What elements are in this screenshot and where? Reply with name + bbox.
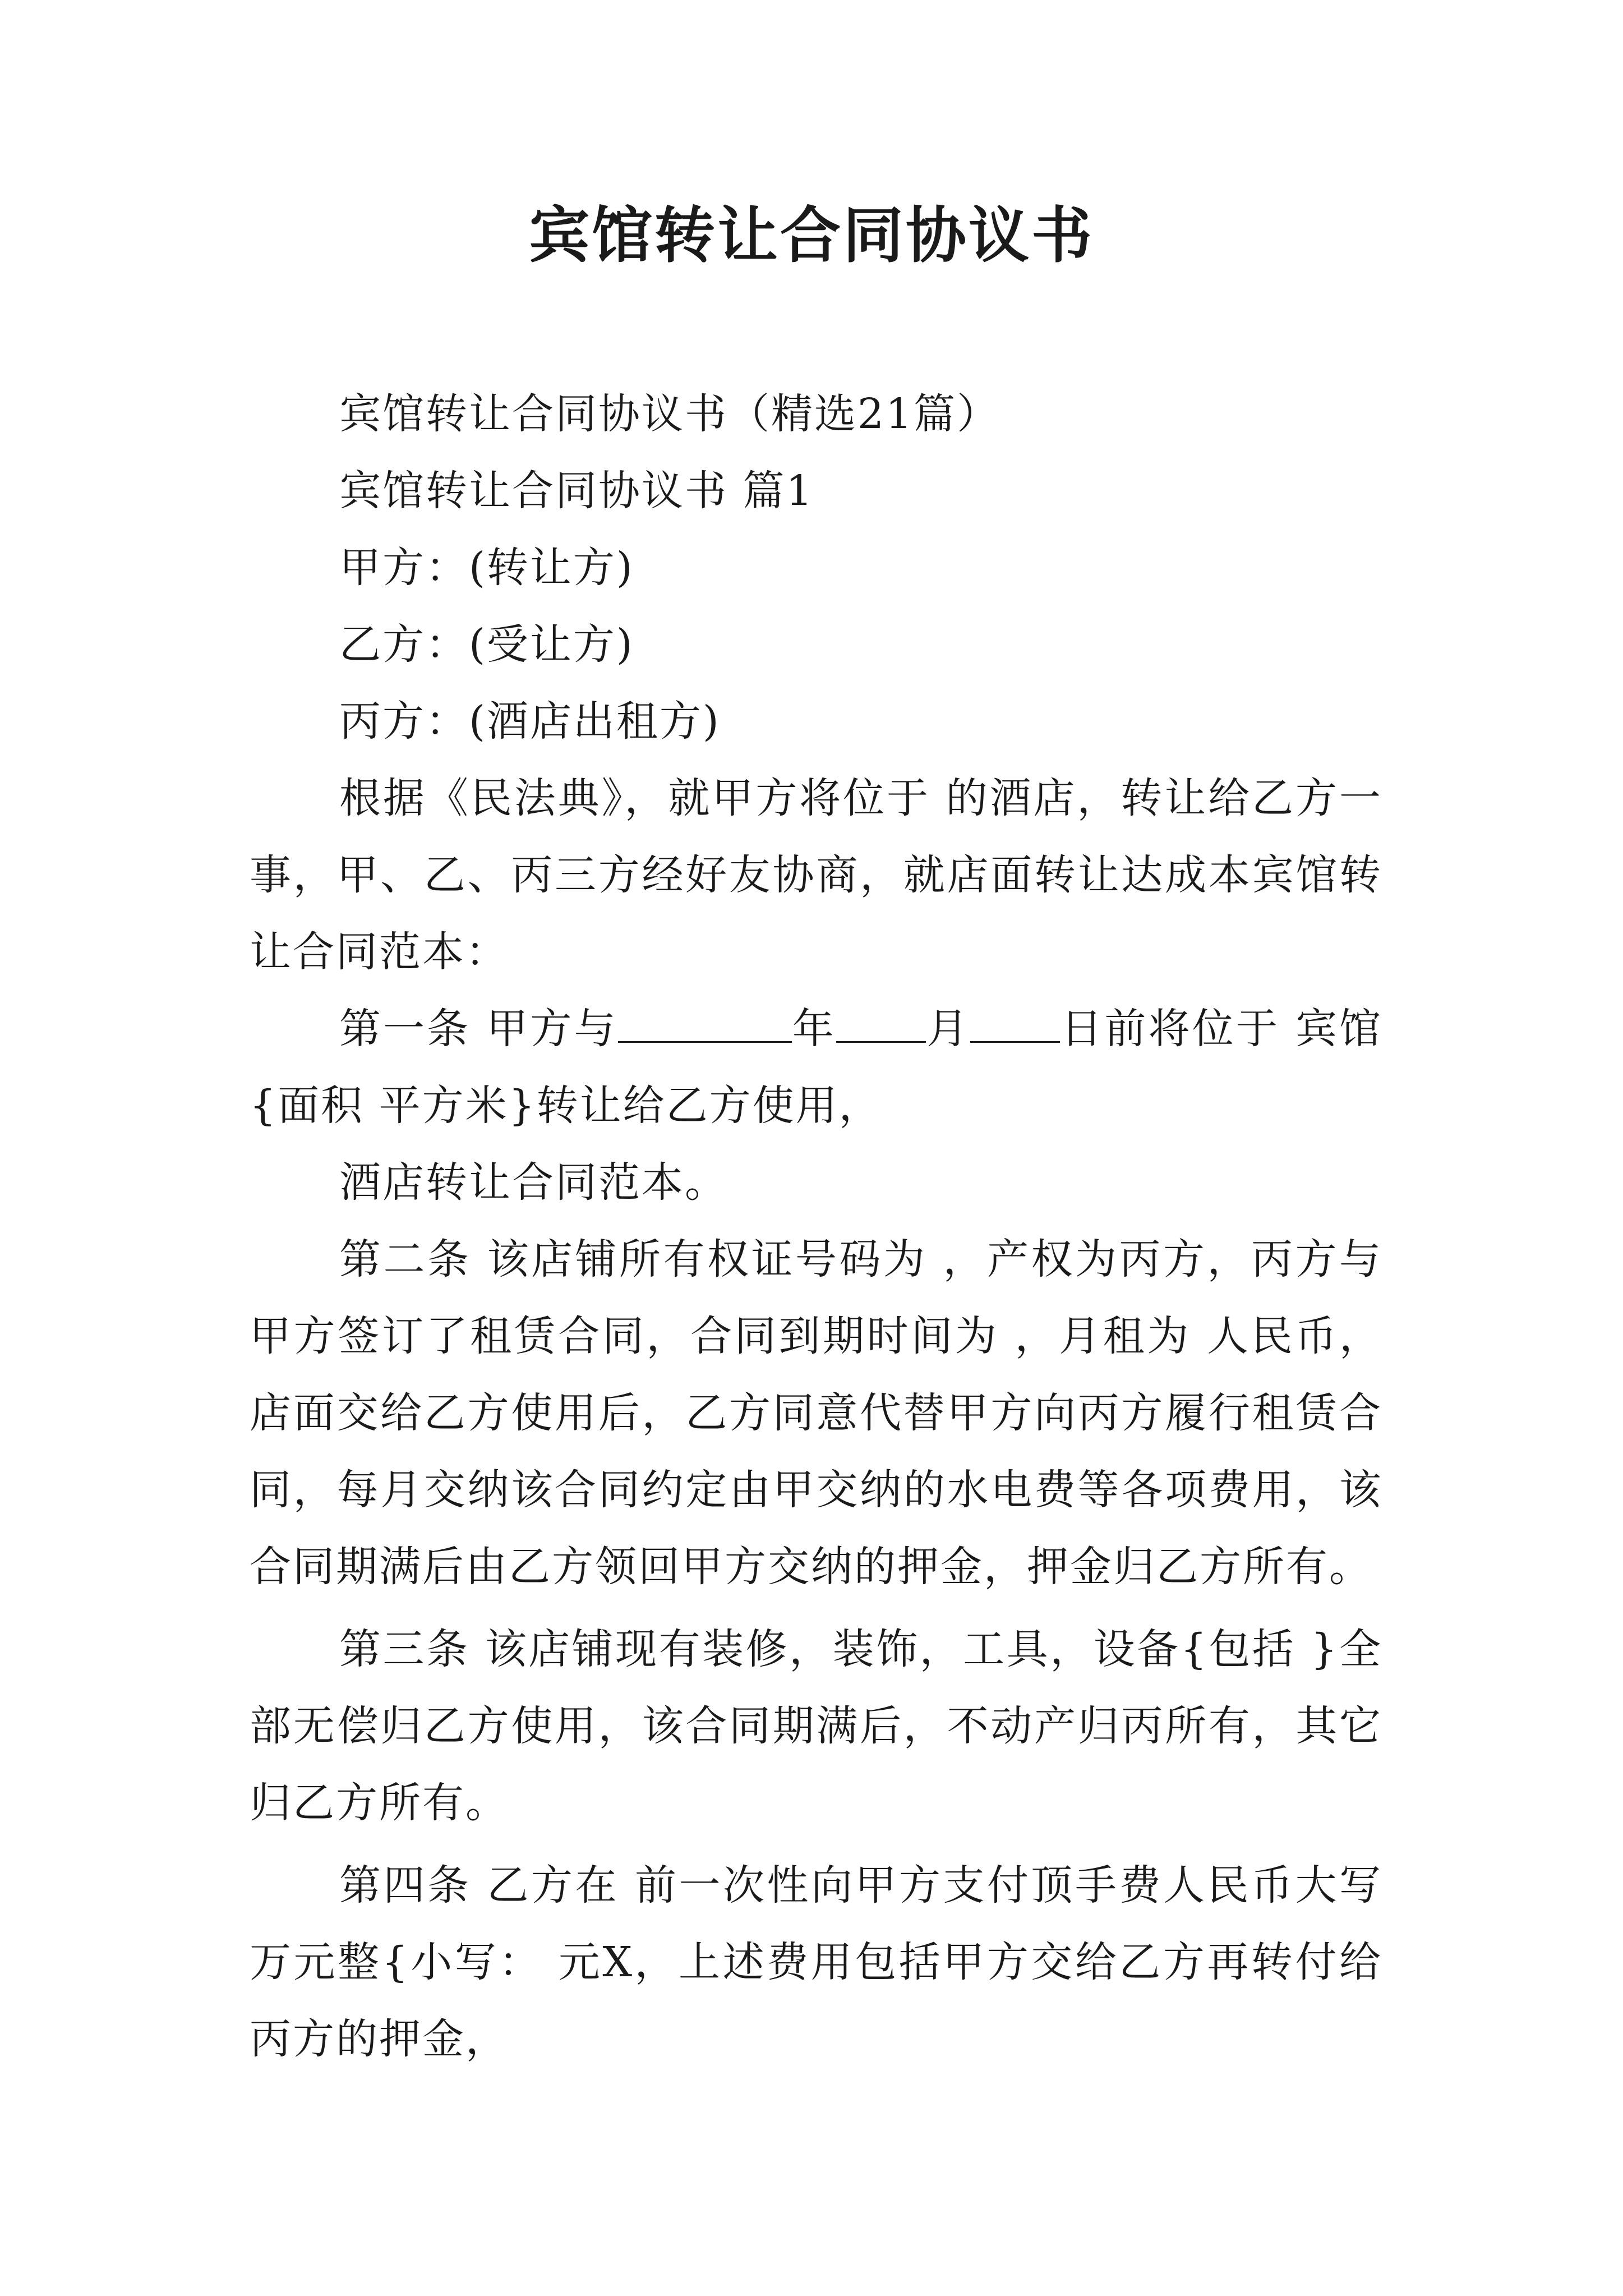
party-b: 乙方：(受让方) [339, 620, 634, 669]
article-1-text-4: 日前将位于 宾馆{面积 平方米}转让给乙方使用， [250, 1005, 1382, 1130]
note-paragraph: 酒店转让合同范本。 [339, 1158, 728, 1207]
article-1-text-3: 月 [925, 1005, 971, 1053]
blank-line [618, 1002, 792, 1043]
document-title: 宾馆转让合同协议书 [528, 200, 1094, 271]
party-a: 甲方：(转让方) [339, 544, 634, 592]
document-body [250, 376, 1382, 2078]
party-c: 丙方：(酒店出租方) [339, 697, 721, 746]
subtitle: 宾馆转让合同协议书（精选21篇） [339, 390, 1000, 438]
article-3: 第三条 该店铺现有装修，装饰，工具，设备{包括 }全部无偿归乙方使用，该合同期满后，不动产归丙所有，其它归乙方所有。 [250, 1625, 1382, 1827]
intro-paragraph: 根据《民法典》，就甲方将位于 的酒店，转让给乙方一事，甲、乙、丙三方经好友协商，就店面转让达成本宾馆转让合同范本： [250, 774, 1382, 976]
article-1-text-1: 第一条 甲方与 [339, 1005, 618, 1053]
section-heading: 宾馆转让合同协议书 篇1 [339, 467, 814, 515]
article-4: 第四条 乙方在 前一次性向甲方支付顶手费人民币大写 万元整{小写： 元X，上述费用包括甲方交给乙方再转付给丙方的押金， [250, 1861, 1382, 2063]
blank-line [970, 1002, 1060, 1043]
blank-line [836, 1002, 926, 1043]
article-1-text-2: 年 [791, 1005, 836, 1053]
article-1 [250, 991, 1382, 1144]
article-2: 第二条 该店铺所有权证号码为 ，产权为丙方，丙方与甲方签订了租赁合同，合同到期时间为 ，月租为 人民币，店面交给乙方使用后，乙方同意代替甲方向丙方履行租赁合同，每月交纳该合同约定由甲交纳的水电费等各项费用，该合同期满后由乙方领回甲方交纳的押金，押金归乙方所有。 [250, 1235, 1382, 1591]
